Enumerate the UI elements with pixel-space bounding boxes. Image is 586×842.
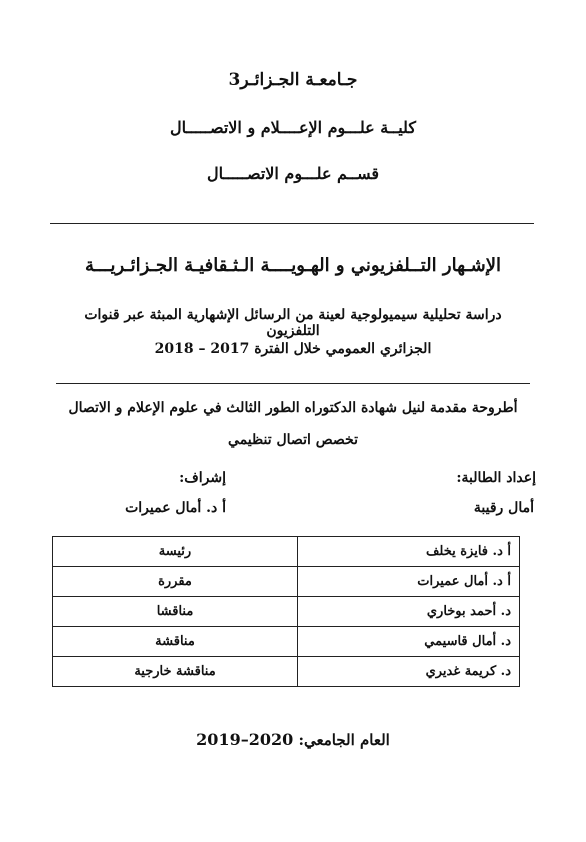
jury-member-name: د. كريمة غديري [298,657,520,687]
table-row [53,597,520,627]
jury-member-name: أ د. أمال عميرات [298,567,520,597]
jury-member-role: مقررة [53,567,298,597]
thesis-subtitle-line1: دراسة تحليلية سيميولوجية لعينة من الرسائل الإشهارية المبثة عبر قنوات التلفزيون [84,307,502,339]
jury-member-name: د. أحمد بوخاري [298,597,520,627]
table-row [53,657,520,687]
degree-statement: أطروحة مقدمة لنيل شهادة الدكتوراه الطور الثالث في علوم الإعلام و الاتصال [68,400,518,416]
jury-member-name: أ د. فايزة يخلف [298,537,520,567]
jury-member-role: مناقشا [53,597,298,627]
table-row [53,537,520,567]
thesis-subtitle-line2: الجزائري العمومي خلال الفترة 2017 – 2018 [154,341,432,357]
specialization: تخصص اتصال تنظيمي [228,432,358,448]
jury-member-role: مناقشة [53,627,298,657]
department-name: قســم علـــوم الاتصـــــال [207,164,379,183]
supervisor-label: إشراف: [179,470,226,486]
jury-table [52,536,520,687]
thesis-title: الإشـهار التــلفزيوني و الهـويــــة الـثـقافيـة الجـزائـريـــة [84,255,502,276]
table-row [53,567,520,597]
jury-member-role: مناقشة خارجية [53,657,298,687]
faculty-name: كليــة علـــوم الإعــــلام و الاتصـــــال [170,118,416,137]
academic-year-value: 2020–2019 [196,730,294,749]
student-label: إعداد الطالبة: [456,470,536,486]
top-divider [50,223,534,224]
middle-divider [56,383,530,384]
academic-year [0,730,586,749]
academic-year-label: العام الجامعي: [298,731,390,749]
student-name: أمال رقيبة [473,500,534,516]
table-row [53,627,520,657]
university-name: جـامعـة الجـزائـر3 [228,70,358,90]
jury-member-name: د. أمال قاسيمي [298,627,520,657]
jury-member-role: رئيسة [53,537,298,567]
supervisor-name: أ د. أمال عميرات [125,500,226,516]
